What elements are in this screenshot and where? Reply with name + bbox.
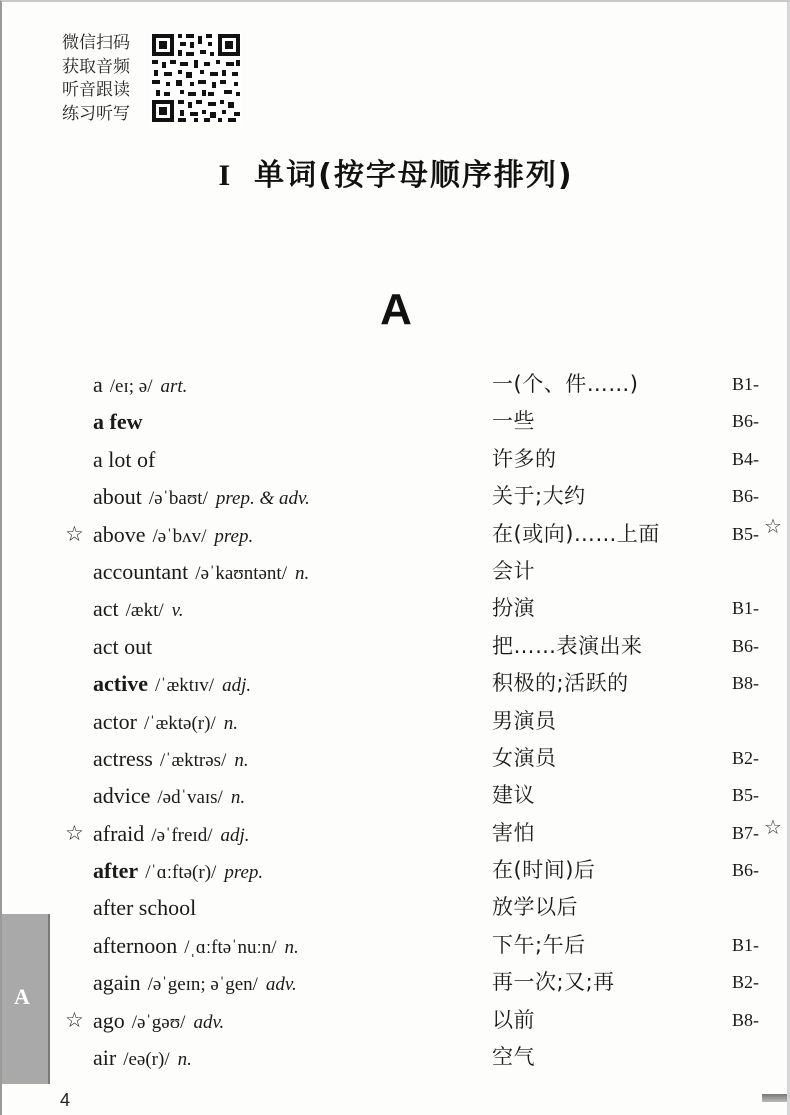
star-icon: ☆	[65, 1007, 84, 1032]
entry-part-of-speech: n.	[223, 712, 238, 734]
entry-list	[2, 366, 790, 1076]
entry-chinese: 空气	[492, 1045, 535, 1070]
entry-book-reference: B2-	[732, 972, 759, 993]
entry-book-reference: B1-	[732, 934, 759, 955]
entry-row	[2, 553, 790, 590]
margin-star-icon: ☆	[764, 815, 782, 839]
page-edge-shadow	[762, 1094, 790, 1102]
entry-english	[93, 590, 183, 629]
entry-phonetic: /əˈbaʊt/	[148, 488, 208, 510]
alphabet-side-tab[interactable]	[2, 914, 50, 1084]
entry-phonetic: /eə(r)/	[123, 1049, 170, 1071]
star-icon: ☆	[65, 521, 84, 546]
entry-row	[2, 366, 790, 403]
entry-english	[93, 516, 253, 555]
entry-word: active	[93, 671, 148, 697]
entry-book-reference: B6-	[732, 411, 759, 432]
entry-word: accountant	[93, 558, 189, 584]
entry-chinese: 害怕	[492, 820, 535, 845]
entry-row	[2, 516, 790, 553]
entry-word: air	[93, 1045, 117, 1071]
section-title-text: 单词(按字母顺序排列)	[254, 158, 574, 193]
qr-line: 微信扫码	[62, 33, 130, 53]
entry-chinese: 以前	[492, 1007, 535, 1032]
entry-row	[2, 628, 790, 665]
qr-block	[62, 32, 242, 126]
entry-chinese: 建议	[492, 783, 535, 808]
entry-chinese: 积极的;活跃的	[492, 671, 629, 696]
entry-book-reference: B8-	[732, 1009, 759, 1030]
entry-chinese: 放学以后	[492, 895, 578, 920]
entry-part-of-speech: prep. & adv.	[215, 488, 310, 510]
section-title	[2, 150, 790, 194]
entry-book-reference: B8-	[732, 673, 759, 694]
qr-line: 获取音频	[62, 56, 130, 77]
entry-part-of-speech: adj.	[222, 675, 252, 697]
entry-row	[2, 1002, 790, 1039]
entry-row	[2, 852, 790, 889]
entry-phonetic: /ækt/	[125, 600, 164, 622]
entry-row	[2, 740, 790, 777]
entry-chinese: 女演员	[492, 745, 557, 770]
entry-english	[93, 1039, 192, 1078]
entry-phonetic: /əˈkaʊntənt/	[195, 562, 287, 584]
entry-english	[93, 815, 250, 854]
entry-row	[2, 590, 790, 627]
entry-book-reference: B6-	[732, 860, 759, 881]
entry-word: afraid	[93, 820, 145, 846]
entry-chinese: 在(或向)……上面	[492, 521, 660, 546]
entry-phonetic: /ədˈvaɪs/	[157, 787, 223, 809]
entry-book-reference: B1-	[732, 598, 759, 619]
entry-part-of-speech: v.	[171, 600, 184, 622]
entry-phonetic: /ˈæktə(r)/	[143, 712, 216, 734]
entry-word: act out	[93, 633, 153, 659]
entry-word: actress	[93, 745, 153, 771]
entry-english	[93, 889, 196, 926]
entry-word: above	[93, 521, 146, 547]
entry-english	[93, 927, 299, 966]
entry-part-of-speech: prep.	[214, 525, 254, 547]
entry-row	[2, 964, 790, 1001]
entry-part-of-speech: adv.	[265, 974, 297, 996]
entry-phonetic: /əˈgəʊ/	[131, 1011, 186, 1033]
entry-english	[93, 628, 152, 665]
side-tab-letter: A	[14, 984, 30, 1009]
entry-book-reference: B6-	[732, 635, 759, 656]
entry-chinese: 会计	[492, 558, 535, 583]
entry-word: ago	[93, 1007, 125, 1033]
entry-english	[93, 852, 263, 891]
entry-book-reference: B1-	[732, 374, 759, 394]
entry-english	[93, 553, 309, 592]
entry-phonetic: /ˌɑːftəˈnuːn/	[184, 936, 277, 958]
entry-row	[2, 889, 790, 926]
entry-row	[2, 665, 790, 702]
entry-part-of-speech: n.	[177, 1049, 192, 1071]
entry-word: about	[93, 484, 142, 510]
section-roman-numeral: I	[218, 159, 233, 192]
qr-code-icon[interactable]	[150, 32, 242, 124]
entry-chinese: 关于;大约	[492, 484, 586, 509]
entry-row	[2, 441, 790, 478]
entry-book-reference: B7-	[732, 822, 759, 843]
entry-english	[93, 964, 297, 1003]
qr-line: 练习听写	[62, 103, 130, 124]
entry-chinese: 一些	[492, 409, 535, 434]
letter-heading: A	[380, 285, 412, 334]
entry-chinese: 再一次;又;再	[492, 970, 615, 995]
entry-phonetic: /əˈgeɪn; əˈgen/	[147, 974, 258, 996]
entry-part-of-speech: n.	[234, 749, 249, 771]
entry-book-reference: B5-	[732, 523, 759, 544]
entry-part-of-speech: n.	[284, 936, 299, 958]
entry-chinese: 扮演	[492, 596, 535, 621]
entry-book-reference: B6-	[732, 486, 759, 507]
entry-row	[2, 403, 790, 440]
entry-word: advice	[93, 783, 151, 809]
entry-row	[2, 927, 790, 964]
entry-chinese: 下午;午后	[492, 932, 586, 957]
entry-row	[2, 703, 790, 740]
entry-chinese: 一(个、件……)	[492, 372, 639, 396]
entry-english	[93, 403, 142, 440]
star-icon: ☆	[65, 820, 84, 845]
entry-english	[93, 366, 187, 405]
entry-phonetic: /eɪ; ə/	[109, 376, 153, 397]
entry-part-of-speech: n.	[230, 787, 246, 809]
entry-chinese: 许多的	[492, 446, 557, 471]
entry-book-reference: B2-	[732, 747, 759, 768]
entry-row	[2, 1039, 790, 1076]
entry-phonetic: /əˈfreɪd/	[151, 824, 213, 846]
entry-phonetic: /ˈɑːftə(r)/	[145, 862, 217, 884]
entry-row	[2, 478, 790, 515]
entry-part-of-speech: adj.	[220, 824, 250, 846]
entry-english	[93, 777, 245, 816]
entry-part-of-speech: prep.	[224, 862, 264, 884]
entry-word: after	[93, 858, 139, 884]
entry-row	[2, 815, 790, 852]
entry-english	[93, 441, 155, 478]
entry-part-of-speech: adv.	[193, 1011, 225, 1033]
entry-word: after school	[93, 895, 197, 921]
qr-instructions	[62, 32, 148, 126]
entry-word: afternoon	[93, 932, 178, 958]
entry-phonetic: /əˈbʌv/	[152, 525, 207, 547]
entry-english	[93, 478, 310, 517]
entry-english	[93, 665, 251, 704]
entry-chinese: 在(时间)后	[492, 858, 596, 883]
entry-part-of-speech: art.	[160, 376, 188, 397]
entry-row	[2, 777, 790, 814]
entry-english	[93, 703, 238, 742]
entry-word: a	[93, 372, 103, 397]
entry-word: a few	[93, 409, 143, 435]
entry-word: again	[93, 970, 141, 996]
entry-phonetic: /ˈæktɪv/	[154, 675, 215, 697]
entry-book-reference: B5-	[732, 785, 759, 806]
entry-chinese: 把……表演出来	[492, 633, 643, 658]
entry-part-of-speech: n.	[294, 562, 310, 584]
qr-line: 听音跟读	[62, 80, 130, 100]
page-number: 4	[60, 1090, 71, 1110]
margin-star-icon: ☆	[764, 514, 782, 538]
entry-english	[93, 740, 249, 779]
entry-word: actor	[93, 708, 137, 734]
entry-english	[93, 1002, 224, 1041]
entry-book-reference: B4-	[732, 448, 759, 469]
entry-word: a lot of	[93, 446, 156, 472]
entry-phonetic: /ˈæktrəs/	[159, 749, 227, 771]
entry-chinese: 男演员	[492, 708, 557, 733]
entry-word: act	[93, 596, 119, 622]
